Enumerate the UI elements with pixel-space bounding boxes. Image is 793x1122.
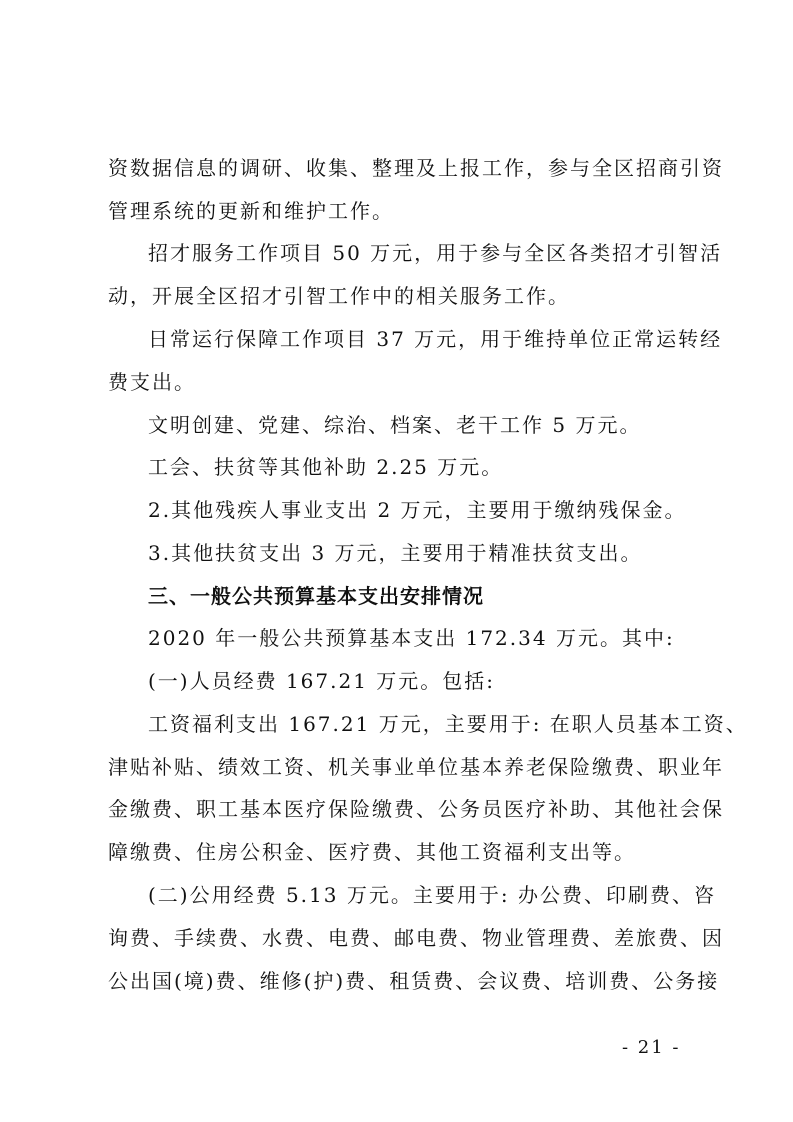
text-line: 公出国(境)费、维修(护)费、租赁费、会议费、培训费、公务接 — [108, 969, 720, 993]
text-line: 管理系统的更新和维护工作。 — [108, 199, 394, 223]
text-line: 金缴费、职工基本医疗保险缴费、公务员医疗补助、其他社会保 — [108, 797, 724, 821]
text-line: 资数据信息的调研、收集、整理及上报工作，参与全区招商引资 — [108, 156, 724, 180]
text-line: (二)公用经费 5.13 万元。主要用于: 办公费、印刷费、咨 — [148, 883, 716, 907]
text-line: 3.其他扶贫支出 3 万元，主要用于精准扶贫支出。 — [148, 541, 643, 565]
text-line: 费支出。 — [108, 370, 196, 394]
page-number: - 21 - — [622, 1037, 681, 1058]
text-line: 询费、手续费、水费、电费、邮电费、物业管理费、差旅费、因 — [108, 926, 724, 950]
text-line: 2.其他残疾人事业支出 2 万元，主要用于缴纳残保金。 — [148, 498, 687, 522]
text-line: 障缴费、住房公积金、医疗费、其他工资福利支出等。 — [108, 840, 636, 864]
text-line: 工资福利支出 167.21 万元，主要用于: 在职人员基本工资、 — [148, 712, 748, 736]
text-line: 日常运行保障工作项目 37 万元，用于维持单位正常运转经 — [148, 327, 723, 351]
text-line: 动，开展全区招才引智工作中的相关服务工作。 — [108, 284, 570, 308]
text-line: 津贴补贴、绩效工资、机关事业单位基本养老保险缴费、职业年 — [108, 755, 724, 779]
text-line: 文明创建、党建、综治、档案、老干工作 5 万元。 — [148, 413, 642, 437]
text-line: 招才服务工作项目 50 万元，用于参与全区各类招才引智活 — [148, 241, 723, 265]
text-line: 工会、扶贫等其他补助 2.25 万元。 — [148, 455, 504, 479]
text-line: 2020 年一般公共预算基本支出 172.34 万元。其中: — [148, 626, 675, 650]
text-line: (一)人员经费 167.21 万元。包括: — [148, 669, 496, 693]
section-heading: 三、一般公共预算基本支出安排情况 — [148, 584, 484, 608]
